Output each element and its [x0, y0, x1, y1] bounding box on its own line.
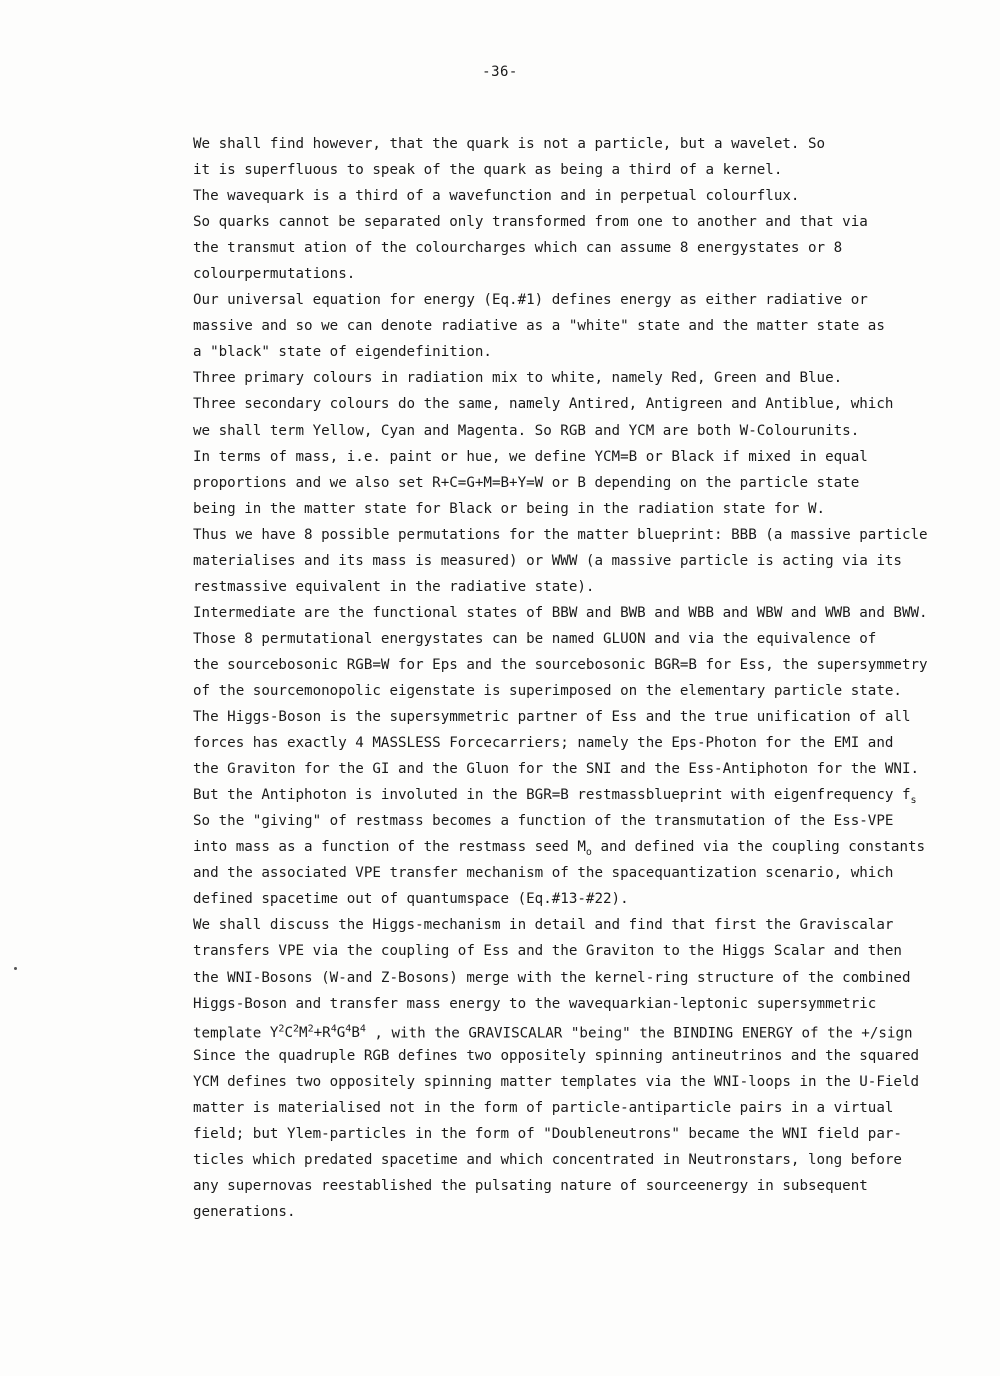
text-line: We shall discuss the Higgs-mechanism in detail and find that first the Graviscalar: [193, 917, 894, 934]
text-line: it is superfluous to speak of the quark as being a third of a kernel.: [193, 162, 783, 179]
text-line: Thus we have 8 possible permutations for the matter blueprint: BBB (a massive particle: [193, 526, 928, 543]
line-text: But the Antiphoton is involuted in the BGR=B restmassblueprint with eigenfrequency f: [193, 787, 911, 804]
text-line: any supernovas reestablished the pulsating nature of sourceenergy in subsequent: [193, 1177, 868, 1194]
text-line: ticles which predated spacetime and which concentrated in Neutronstars, long before: [193, 1151, 902, 1168]
formula-exponent: 2: [307, 1023, 314, 1035]
text-line: restmassive equivalent in the radiative state).: [193, 578, 595, 595]
text-line: proportions and we also set R+C=G+M=B+Y=W or B depending on the particle state: [193, 474, 860, 491]
subscript: s: [910, 795, 917, 806]
text-line: So quarks cannot be separated only transformed from one to another and that via: [193, 214, 868, 231]
text-line: YCM defines two oppositely spinning matter templates via the WNI-loops in the U-Field: [193, 1073, 920, 1090]
text-line: a "black" state of eigendefinition.: [193, 344, 492, 361]
text-line: the sourcebosonic RGB=W for Eps and the sourcebosonic BGR=B for Ess, the supersymmetry: [193, 656, 928, 673]
text-line: we shall term Yellow, Cyan and Magenta. So RGB and YCM are both W-Colourunits.: [193, 422, 860, 439]
body-text: [193, 131, 953, 1225]
text-line: massive and so we can denote radiative as a "white" state and the matter state as: [193, 318, 885, 335]
text-line: We shall find however, that the quark is not a particle, but a wavelet. So: [193, 136, 826, 152]
text-line: matter is materialised not in the form of particle-antiparticle pairs in a virtual: [193, 1099, 894, 1116]
line-text: into mass as a function of the restmass seed M: [193, 839, 586, 856]
text-line: the transmut ation of the colourcharges which can assume 8 energystates or 8: [193, 240, 843, 257]
text-line: So the "giving" of restmass becomes a function of the transmutation of the Ess-VPE: [193, 813, 894, 830]
page-number: -36-: [482, 64, 518, 80]
text-line: The wavequark is a third of a wavefunction and in perpetual colourflux.: [193, 188, 800, 205]
text-line: Higgs-Boson and transfer mass energy to the wavequarkian-leptonic supersymmetric: [193, 995, 877, 1012]
formula-after: , with the GRAVISCALAR "being" the BINDING ENERGY of the +/sign: [365, 1025, 913, 1042]
text-line: materialises and its mass is measured) or WWW (a massive particle is acting via its: [193, 552, 902, 569]
text-line: generations.: [193, 1203, 296, 1220]
text-line: the WNI-Bosons (W-and Z-Bosons) merge with the kernel-ring structure of the combined: [193, 969, 911, 986]
formula: [270, 1025, 366, 1041]
text-line: In terms of mass, i.e. paint or hue, we define YCM=B or Black if mixed in equal: [193, 448, 868, 465]
formula-exponent: 4: [330, 1023, 337, 1035]
text-line: forces has exactly 4 MASSLESS Forcecarriers; namely the Eps-Photon for the EMI and: [193, 735, 894, 752]
formula-exponent: 4: [359, 1023, 366, 1035]
text-line: defined spacetime out of quantumspace (Eq.#13-#22).: [193, 891, 629, 908]
formula-prefix: template: [193, 1025, 270, 1042]
line-text-after: and defined via the coupling constants: [591, 839, 926, 856]
formula-term: M: [299, 1025, 308, 1042]
text-line: the Graviton for the GI and the Gluon for the SNI and the Ess-Antiphoton for the WNI.: [193, 761, 920, 778]
text-line-with-subscript: [193, 782, 953, 808]
text-line: Those 8 permutational energystates can be named GLUON and via the equivalence of: [193, 630, 877, 647]
text-line-with-subscript: [193, 834, 953, 860]
text-line: transfers VPE via the coupling of Ess and the Graviton to the Higgs Scalar and then: [193, 943, 902, 960]
text-line: field; but Ylem-particles in the form of "Doubleneutrons" became the WNI field par-: [193, 1125, 902, 1142]
formula-term: Y: [269, 1025, 279, 1042]
text-line: colourpermutations.: [193, 266, 356, 283]
formula-exponent: 2: [278, 1023, 285, 1035]
text-line: Since the quadruple RGB defines two oppositely spinning antineutrinos and the squared: [193, 1047, 920, 1064]
text-line: Intermediate are the functional states of BBW and BWB and WBB and WBW and WWB and BWW.: [193, 604, 928, 621]
text-line: The Higgs-Boson is the supersymmetric partner of Ess and the true unification of all: [193, 709, 911, 726]
text-line: of the sourcemonopolic eigenstate is superimposed on the elementary particle state.: [193, 682, 902, 699]
formula-line: [193, 1017, 953, 1043]
formula-term: +R: [313, 1025, 331, 1042]
text-line: and the associated VPE transfer mechanism of the spacequantization scenario, which: [193, 865, 894, 882]
text-line: Three secondary colours do the same, namely Antired, Antigreen and Antiblue, which: [193, 396, 894, 413]
formula-term: C: [284, 1025, 293, 1042]
subscript: o: [585, 847, 592, 859]
text-line: Our universal equation for energy (Eq.#1) defines energy as either radiative or: [193, 292, 868, 309]
formula-term: B: [351, 1025, 360, 1042]
scan-speck: [14, 967, 17, 970]
formula-term: G: [336, 1025, 346, 1042]
text-line: Three primary colours in radiation mix to white, namely Red, Green and Blue.: [193, 370, 843, 387]
formula-exponent: 2: [293, 1023, 300, 1035]
formula-exponent: 4: [345, 1023, 352, 1035]
text-line: being in the matter state for Black or being in the radiation state for W.: [193, 500, 826, 517]
